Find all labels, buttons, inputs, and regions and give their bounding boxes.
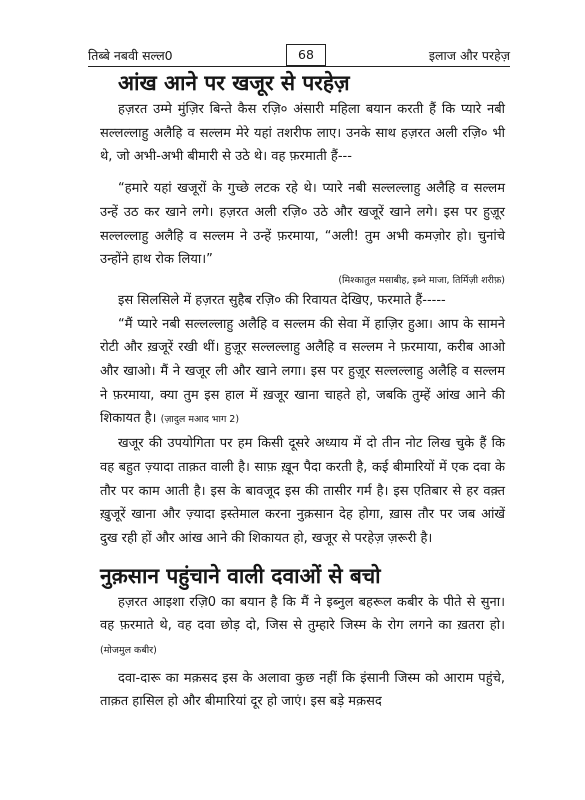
page-header — [88, 44, 510, 66]
intro-paragraph: हज़रत उम्मे मुंज़िर बिन्ते कैस रज़ि० अंसारी महिला बयान करती हैं कि प्यारे नबी सल्लल्लाहु अलैहि व सल्लम मेरे यहां तशरीफ लाए। उनके साथ हज़रत अली रज़ि० भी थे, जो अभी-अभी बीमारी से उठे थे। वह फ़रमाती हैं--- — [100, 102, 505, 165]
quote-paragraph-1: “हमारे यहां खजूरों के गुच्छे लटक रहे थे। प्यारे नबी सल्लल्लाहु अलैहि व सल्लम उन्हें उठ कर खाने लगे। हज़रत अली रज़ि० उठे और खजूरें खाने लगे। इस पर हुज़ूर सल्लल्लाहु अलैहि व सल्लम ने उन्हें फ़रमाया, “अली! तुम अभी कमज़ोर हो। चुनांचे उन्होंने हाथ रोक लिया।” — [100, 181, 505, 268]
page-body — [100, 68, 505, 714]
citation-1: (मिश्कातुल मसाबीह, इब्ने माजा, तिर्मिज़ी शरीफ़) — [338, 274, 505, 286]
aisha-paragraph — [100, 591, 505, 663]
quote-2-text: “मैं प्यारे नबी सल्लल्लाहु अलैहि व सल्लम की सेवा में हाज़िर हुआ। आप के सामने रोटी और ख़जूरें रखी थीं। हुज़ूर सल्लल्लाहु अलैहि व सल्लम ने फ़रमाया, करीब आओ और खाओ। मैं ने खजूर ली और खाने लगा। इस पर हुज़ूर सल्लल्लाहु अलैहि व सल्लम ने फ़रमाया, क्या तुम इस हाल में ख़जूर खाना चाहते हो, जबकि तुम्हें आंख आने की शिकायत है। — [100, 316, 505, 427]
quote-paragraph-2 — [100, 313, 505, 433]
lead-paragraph-suhaib: इस सिलसिले में हज़रत सुहैब रज़ि० की रिवायत देखिए, फरमाते हैं----- — [118, 292, 446, 308]
header-divider — [88, 66, 510, 67]
book-title: तिब्बे नबवी सल्ल0 — [88, 48, 173, 63]
citation-3: (मोजमुल कबीर) — [100, 645, 157, 657]
citation-2: (ज़ादुल मआद भाग 2) — [160, 414, 240, 426]
aisha-text: हज़रत आइशा रज़ि0 का बयान है कि मैं ने इब्नुल बहरूल कबीर के पीते से सुना। वह फ़रमाते थे, वह दवा छोड़ दो, जिस से तुम्हारे जिस्म के रोग लगने का ख़तरा हो। — [100, 594, 505, 634]
section-heading-dates-eye: आंख आने पर खजूर से परहेज़ — [118, 71, 350, 95]
medicine-purpose-paragraph: दवा-दारू का मक़सद इस के अलावा कुछ नहीं कि इंसानी जिस्म को आराम पहुंचे, ताक़त हासिल हो और बीमारियां दूर हो जाएं। इस बड़े मक़सद — [100, 670, 505, 710]
explanation-paragraph: खजूर की उपयोगिता पर हम किसी दूसरे अध्याय में दो तीन नोट लिख चुके हैं कि वह बहुत ज़्यादा ताक़त वाली है। साफ़ ख़ून पैदा करती है, कई बीमारियों में एक दवा के तौर पर काम आती है। इस के बावजूद इस की तासीर गर्म है। इस एतिबार से हर वक़्त ख़ुजूरें खाना और ज़्यादा इस्तेमाल करना नुक़सान देह होगा, ख़ास तौर पर जब आंखें दुख रही हों और आंख आने की शिकायत हो, खजूर से परहेज़ ज़रूरी है। — [100, 436, 505, 546]
section-heading-harmful-medicines: नुक़सान पहुंचाने वाली दवाओं से बचो — [100, 563, 381, 588]
chapter-title: इलाज और परहेज़ — [428, 48, 510, 63]
page-number: 68 — [286, 44, 326, 66]
